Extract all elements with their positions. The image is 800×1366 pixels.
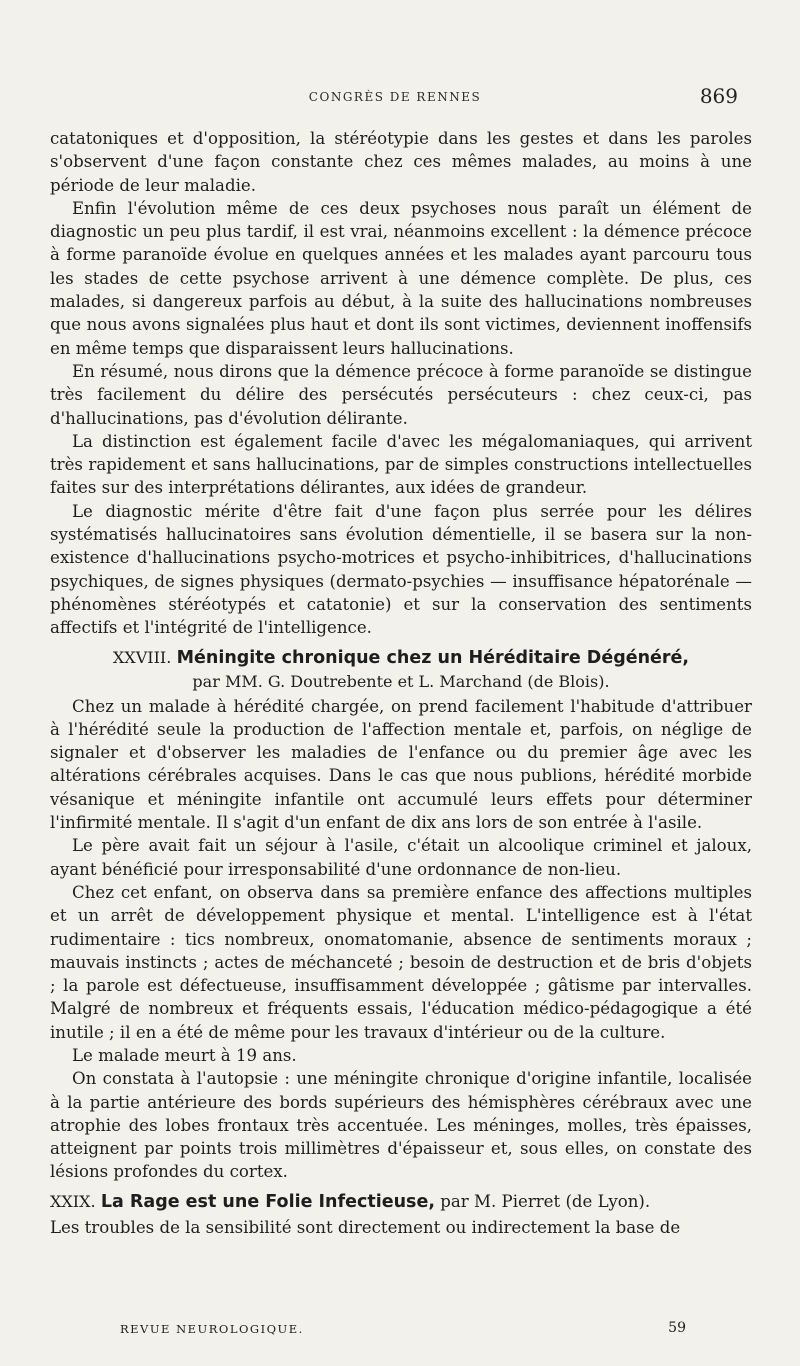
page-number: 869 (699, 84, 738, 108)
journal-name: REVUE NEUROLOGIQUE. (120, 1322, 304, 1336)
running-title: CONGRÈS DE RENNES (308, 90, 482, 104)
paragraph: Le père avait fait un séjour à l'asile, c'était un alcoolique criminel et jaloux, ayant bénéficié pour irresponsabilité d'une ordonnance de non-lieu. (50, 836, 752, 879)
section-number: XXVIII. (112, 647, 172, 667)
section-authors: par MM. G. Doutrebente et L. Marchand (de Blois). (192, 671, 610, 691)
paragraph: Enfin l'évolution même de ces deux psychoses nous paraît un élément de diagnostic un peu plus tardif, il est vrai, néanmoins excellent : la démence précoce à forme paranoïde évolue en quelques années et les malades ayant parcouru tous les stades de cette psychose arrivent à une démence complète. De plus, ces malades, si dangereux parfois au début, à la suite des hallucinations nombreuses que nous avons signalées plus haut et dont ils sont victimes, deviennent inoffensifs en même temps que disparaissent leurs hallucinations. (50, 198, 752, 358)
paragraph: La distinction est également facile d'avec les mégalomaniaques, qui arrivent très rapidement et sans hallucinations, par de simples constructions intellectuelles faites sur des interprétations délirantes, aux idées de grandeur. (50, 431, 752, 498)
paragraph: Le malade meurt à 19 ans. (72, 1045, 297, 1065)
section-authors: par M. Pierret (de Lyon). (440, 1191, 651, 1211)
paragraph: Chez un malade à hérédité chargée, on prend facilement l'habitude d'attribuer à l'hérédité seule la production de l'affection mentale et, parfois, on néglige de signaler et d'observer les maladies de l'enfance ou du premier âge avec les altérations cérébrales acquises. Dans le cas que nous publions, hérédité morbide vésanique et méningite infantile ont accumulé leurs effets pour déterminer l'infirmité mentale. Il s'agit d'un enfant de dix ans lors de son entrée à l'asile. (50, 696, 752, 833)
paragraph: En résumé, nous dirons que la démence précoce à forme paranoïde se distingue très facilement du délire des persécutés persécuteurs : chez ceux-ci, pas d'hallucinations, pas d'évolution délirante. (50, 361, 752, 428)
section-number: XXIX. (50, 1191, 96, 1211)
body-text (50, 127, 752, 1239)
section-heading-xxviii (50, 646, 752, 693)
paragraph: catatoniques et d'opposition, la stéréotypie dans les gestes et dans les paroles s'observent d'une façon constante chez ces mêmes malades, au moins à une période de leur maladie. (50, 129, 752, 195)
paragraph: On constata à l'autopsie : une méningite chronique d'origine infantile, localisée à la partie antérieure des bords supérieurs des hémisphères cérébraux avec une atrophie des lobes frontaux très accentuée. Les méninges, molles, très épaisses, atteignent par points trois millimètres d'épaisseur et, sous elles, on constate des lésions profondes du cortex. (50, 1069, 752, 1182)
page-header (50, 84, 740, 114)
paragraph: Les troubles de la sensibilité sont directement ou indirectement la base de (50, 1217, 681, 1237)
page-footer (120, 1320, 686, 1342)
section-title: Méningite chronique chez un Héréditaire Dégénéré, (176, 647, 690, 668)
section-heading-xxix (50, 1190, 752, 1214)
section-title: La Rage est une Folie Infectieuse, (100, 1191, 435, 1212)
paragraph: Chez cet enfant, on observa dans sa première enfance des affections multiples et un arrêt de développement physique et mental. L'intelligence est à l'état rudimentaire : tics nombreux, onomatomanie, absence de sentiments moraux ; mauvais instincts ; actes de méchanceté ; besoin de destruction et de bris d'objets ; la parole est défectueuse, insuffisamment développée ; gâtisme par intervalles. Malgré de nombreux et fréquents essais, l'éducation médico-pédagogique a été inutile ; il en a été de même pour les travaux d'intérieur ou de la culture. (50, 882, 752, 1042)
paragraph: Le diagnostic mérite d'être fait d'une façon plus serrée pour les délires systématisés hallucinatoires sans évolution démentielle, il se basera sur la non-existence d'hallucinations psycho-motrices et psycho-inhibitrices, d'hallucinations psychiques, de signes physiques (dermato-psychies — insuffisance hépatorénale — phénomènes stéréotypés et catatonie) et sur la conservation des sentiments affectifs et l'intégrité de l'intelligence. (50, 501, 752, 638)
signature-mark: 59 (668, 1320, 686, 1336)
